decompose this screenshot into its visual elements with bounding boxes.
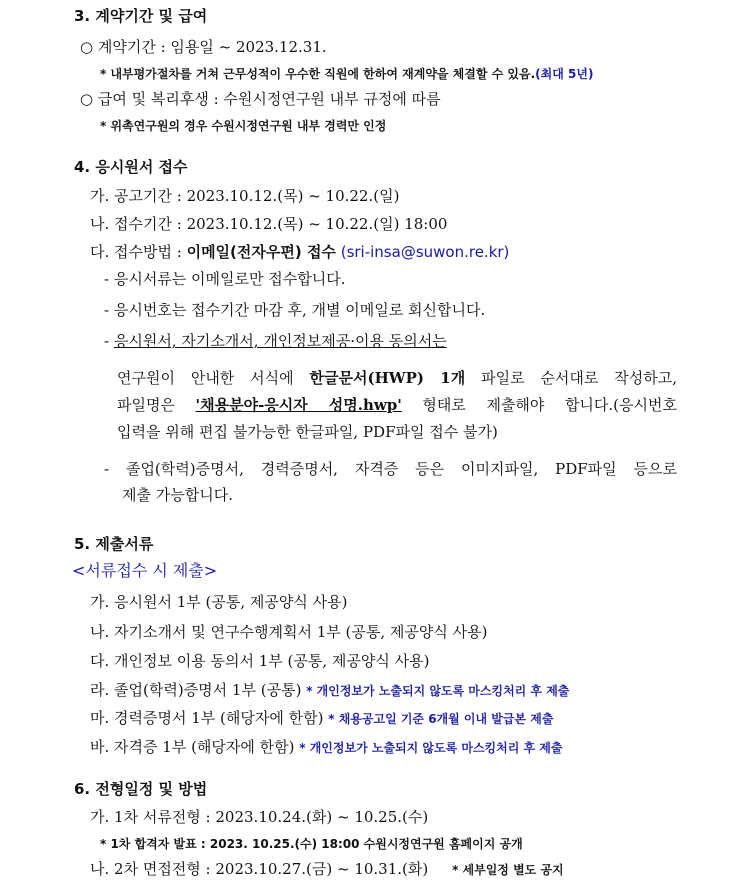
section-4-heading: 4. 응시원서 접수 bbox=[74, 158, 188, 176]
section-3-heading: 3. 계약기간 및 급여 bbox=[74, 7, 208, 25]
contract-period-item: ○ 계약기간 : 임용일 ~ 2023.12.31. bbox=[80, 38, 327, 56]
doc-career-text: 마. 경력증명서 1부 (해당자에 한함) bbox=[90, 709, 324, 727]
doc-license-text: 바. 자격증 1부 (해당자에 한함) bbox=[90, 738, 295, 756]
hwp-line1-b: 파일로 순서대로 작성하고, bbox=[465, 369, 677, 387]
doc-career-certificate bbox=[90, 708, 553, 729]
hwp-instruction-line3: 입력을 위해 편집 불가능한 한글파일, PDF파일 접수 불가) bbox=[117, 423, 498, 441]
hwp-instruction-line2 bbox=[117, 395, 677, 415]
hwp-line2-b: 형태로 제출해야 합니다.(응시번호 bbox=[401, 396, 677, 414]
salary-item: ○ 급여 및 복리후생 : 수원시정연구원 내부 규정에 따름 bbox=[80, 90, 441, 108]
doc-graduation-note: * 개인정보가 노출되지 않도록 마스킹처리 후 제출 bbox=[306, 684, 570, 698]
receipt-period: 나. 접수기간 : 2023.10.12.(목) ~ 10.22.(일) 18:00 bbox=[90, 215, 448, 233]
doc-graduation-text: 라. 졸업(학력)증명서 1부 (공통) bbox=[90, 681, 302, 699]
bullet-certificates-line1: - 졸업(학력)증명서, 경력증명서, 자격증 등은 이미지파일, PDF파일 등으로 bbox=[104, 460, 677, 478]
section-5-heading: 5. 제출서류 bbox=[74, 535, 154, 553]
section-6-heading: 6. 전형일정 및 방법 bbox=[74, 780, 208, 798]
screening-step1: 가. 1차 서류전형 : 2023.10.24.(화) ~ 10.25.(수) bbox=[90, 808, 429, 826]
bullet-applicant-number: - 응시번호는 접수기간 마감 후, 개별 이메일로 회신합니다. bbox=[104, 301, 486, 319]
doc-license-note: * 개인정보가 노출되지 않도록 마스킹처리 후 제출 bbox=[299, 741, 563, 755]
doc-application-form: 가. 응시원서 1부 (공통, 제공양식 사용) bbox=[90, 593, 348, 611]
hwp-one-file: 한글문서(HWP) 1개 bbox=[309, 369, 466, 387]
doc-career-note: * 채용공고일 기준 6개월 이내 발급본 제출 bbox=[328, 712, 554, 726]
receipt-method-email-label: 이메일(전자우편) 접수 bbox=[186, 243, 336, 261]
doc-license bbox=[90, 737, 562, 758]
hwp-line2-a: 파일명은 bbox=[117, 396, 196, 414]
doc-graduation-certificate bbox=[90, 680, 569, 701]
step2-schedule-note: * 세부일정 별도 공지 bbox=[452, 863, 564, 877]
bullet-email-only: - 응시서류는 이메일로만 접수합니다. bbox=[104, 270, 346, 288]
required-forms-text: 응시원서, 자기소개서, 개인정보제공·이용 동의서는 bbox=[113, 332, 447, 350]
recruit-email-link[interactable]: (sri-insa@suwon.re.kr) bbox=[340, 243, 510, 261]
step1-announcement-note: * 1차 합격자 발표 : 2023. 10.25.(수) 18:00 수원시정연구원 홈페이지 공개 bbox=[100, 837, 523, 851]
filename-format: '채용분야-응시자 성명.hwp' bbox=[195, 396, 402, 414]
max-period-note: (최대 5년) bbox=[535, 67, 594, 81]
career-note: * 위촉연구원의 경우 수원시정연구원 내부 경력만 인정 bbox=[100, 119, 387, 133]
bullet-required-forms bbox=[104, 331, 447, 351]
screening-step2-text: 나. 2차 면접전형 : 2023.10.27.(금) ~ 10.31.(화) bbox=[90, 860, 429, 878]
doc-self-introduction: 나. 자기소개서 및 연구수행계획서 1부 (공통, 제공양식 사용) bbox=[90, 623, 488, 641]
contract-renewal-note-text: * 내부평가절차를 거쳐 근무성적이 우수한 직원에 한하여 재계약을 체결할 수 있음. bbox=[100, 67, 536, 81]
screening-step2 bbox=[90, 859, 564, 880]
bullet-dash: - bbox=[104, 332, 114, 350]
receipt-method-label: 다. 접수방법 : bbox=[90, 243, 187, 261]
doc-privacy-consent: 다. 개인정보 이용 동의서 1부 (공통, 제공양식 사용) bbox=[90, 652, 430, 670]
hwp-line1-a: 연구원이 안내한 서식에 bbox=[117, 369, 310, 387]
announcement-period: 가. 공고기간 : 2023.10.12.(목) ~ 10.22.(일) bbox=[90, 187, 400, 205]
contract-renewal-note bbox=[100, 64, 593, 84]
submission-subheading: <서류접수 시 제출> bbox=[72, 561, 218, 580]
bullet-certificates-line2: 제출 가능합니다. bbox=[122, 486, 233, 504]
hwp-instruction-line1 bbox=[117, 368, 677, 388]
receipt-method bbox=[90, 242, 509, 262]
